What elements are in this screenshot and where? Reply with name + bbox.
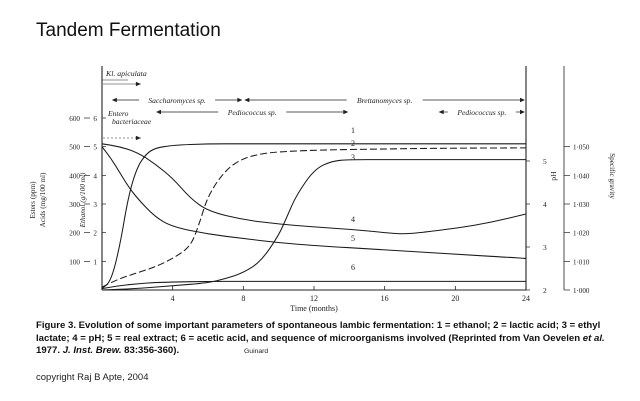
- left-outer-tick-label: 600: [69, 115, 80, 123]
- left-outer-axis-label: Acids (mg/100 ml): [39, 172, 47, 228]
- series-label-3: 3: [351, 153, 355, 162]
- series-line-2: [102, 148, 526, 287]
- right-outer-tick-label: 1·020: [573, 229, 590, 238]
- left-inner-tick-label: 5: [93, 143, 97, 152]
- right-outer-tick-label: 1·010: [573, 258, 590, 267]
- series-label-4: 4: [351, 215, 355, 224]
- x-tick-label: 4: [170, 294, 175, 303]
- arrow-head: [136, 136, 141, 140]
- right-inner-tick-label: 3: [543, 243, 547, 252]
- x-axis-label: Time (months): [290, 304, 338, 313]
- figure-caption: [36, 320, 621, 358]
- series-label-1: 1: [351, 126, 355, 135]
- x-tick-label: 24: [522, 294, 530, 303]
- right-inner-tick-label: 4: [543, 200, 547, 209]
- organism-label: Pediococcus sp.: [227, 108, 277, 117]
- left-inner-tick-label: 2: [93, 229, 97, 238]
- right-outer-tick-label: 1·030: [573, 201, 590, 209]
- left-outer-tick-label: 100: [69, 258, 80, 267]
- organism-label: Kl. apiculata: [106, 69, 147, 78]
- left-inner-axis-label: Ethanol (g/100 ml): [79, 172, 87, 228]
- arrow-head: [439, 110, 444, 114]
- left-outer-axis-label: Esters (ppm): [29, 181, 37, 219]
- right-outer-tick-label: 1·050: [573, 143, 590, 152]
- series-label-5: 5: [351, 234, 355, 243]
- series-line-3: [102, 160, 526, 290]
- right-inner-tick-label: 2: [543, 286, 547, 295]
- arrow-head: [156, 110, 161, 114]
- arrow-head: [343, 110, 348, 114]
- x-tick-label: 16: [380, 294, 389, 303]
- right-outer-tick-label: 1·000: [573, 287, 590, 295]
- arrow-head: [520, 110, 525, 114]
- left-outer-tick-label: 500: [69, 143, 80, 152]
- right-outer-axis-label: Specific gravity: [608, 153, 616, 199]
- left-inner-tick-label: 6: [93, 115, 97, 123]
- right-outer-tick-label: 1·040: [573, 172, 590, 181]
- x-tick-label: 20: [451, 294, 460, 303]
- caption-year: 1977.: [36, 345, 63, 356]
- x-tick-label: 8: [241, 294, 246, 303]
- series-label-2: 2: [351, 139, 355, 148]
- arrow-head: [112, 98, 117, 102]
- arrow-head: [244, 98, 249, 102]
- left-inner-tick-label: 4: [93, 172, 97, 181]
- left-inner-tick-label: 1: [93, 258, 97, 267]
- caption-ref: 83:356-360).: [121, 345, 180, 356]
- left-outer-tick-label: 300: [69, 201, 80, 209]
- arrow-head: [136, 82, 141, 86]
- organism-label: Entero: [108, 109, 129, 118]
- arrow-head: [237, 98, 242, 102]
- left-outer-tick-label: 200: [69, 229, 80, 238]
- right-inner-axis-label: pH: [549, 171, 558, 181]
- series-line-4: [102, 144, 526, 234]
- right-inner-tick-label: 5: [543, 157, 547, 166]
- series-line-5: [102, 147, 526, 259]
- organism-label: Pediococcus sp.: [457, 108, 507, 117]
- caption-text: Figure 3. Evolution of some important parameters of spontaneous lambic fermentation: 1 = ethanol; 2 = lactic acid; 3 = ethyl lactate; 4 = pH; 5 = real extract; 6 = acetic acid, and sequence of microorganisms involved (Reprinted from Van Oevelen: [36, 320, 601, 344]
- caption-et-al: et al.: [582, 332, 605, 344]
- series-label-6: 6: [351, 263, 355, 272]
- left-outer-tick-label: 400: [69, 172, 80, 181]
- organism-label: Saccharomyces sp.: [148, 96, 206, 105]
- series-line-1: [102, 144, 526, 289]
- arrow-head: [520, 98, 525, 102]
- copyright-notice: copyright Raj B Apte, 2004: [36, 372, 149, 383]
- left-inner-tick-label: 3: [93, 201, 97, 209]
- x-tick-label: 12: [310, 294, 318, 303]
- organism-label: Brettanomyces sp.: [356, 96, 413, 105]
- page-title: Tandem Fermentation: [36, 20, 221, 41]
- organism-label: bacteriaceae: [112, 117, 152, 126]
- caption-credit: Guinard: [244, 348, 269, 355]
- caption-journal: J. Inst. Brew.: [62, 345, 122, 356]
